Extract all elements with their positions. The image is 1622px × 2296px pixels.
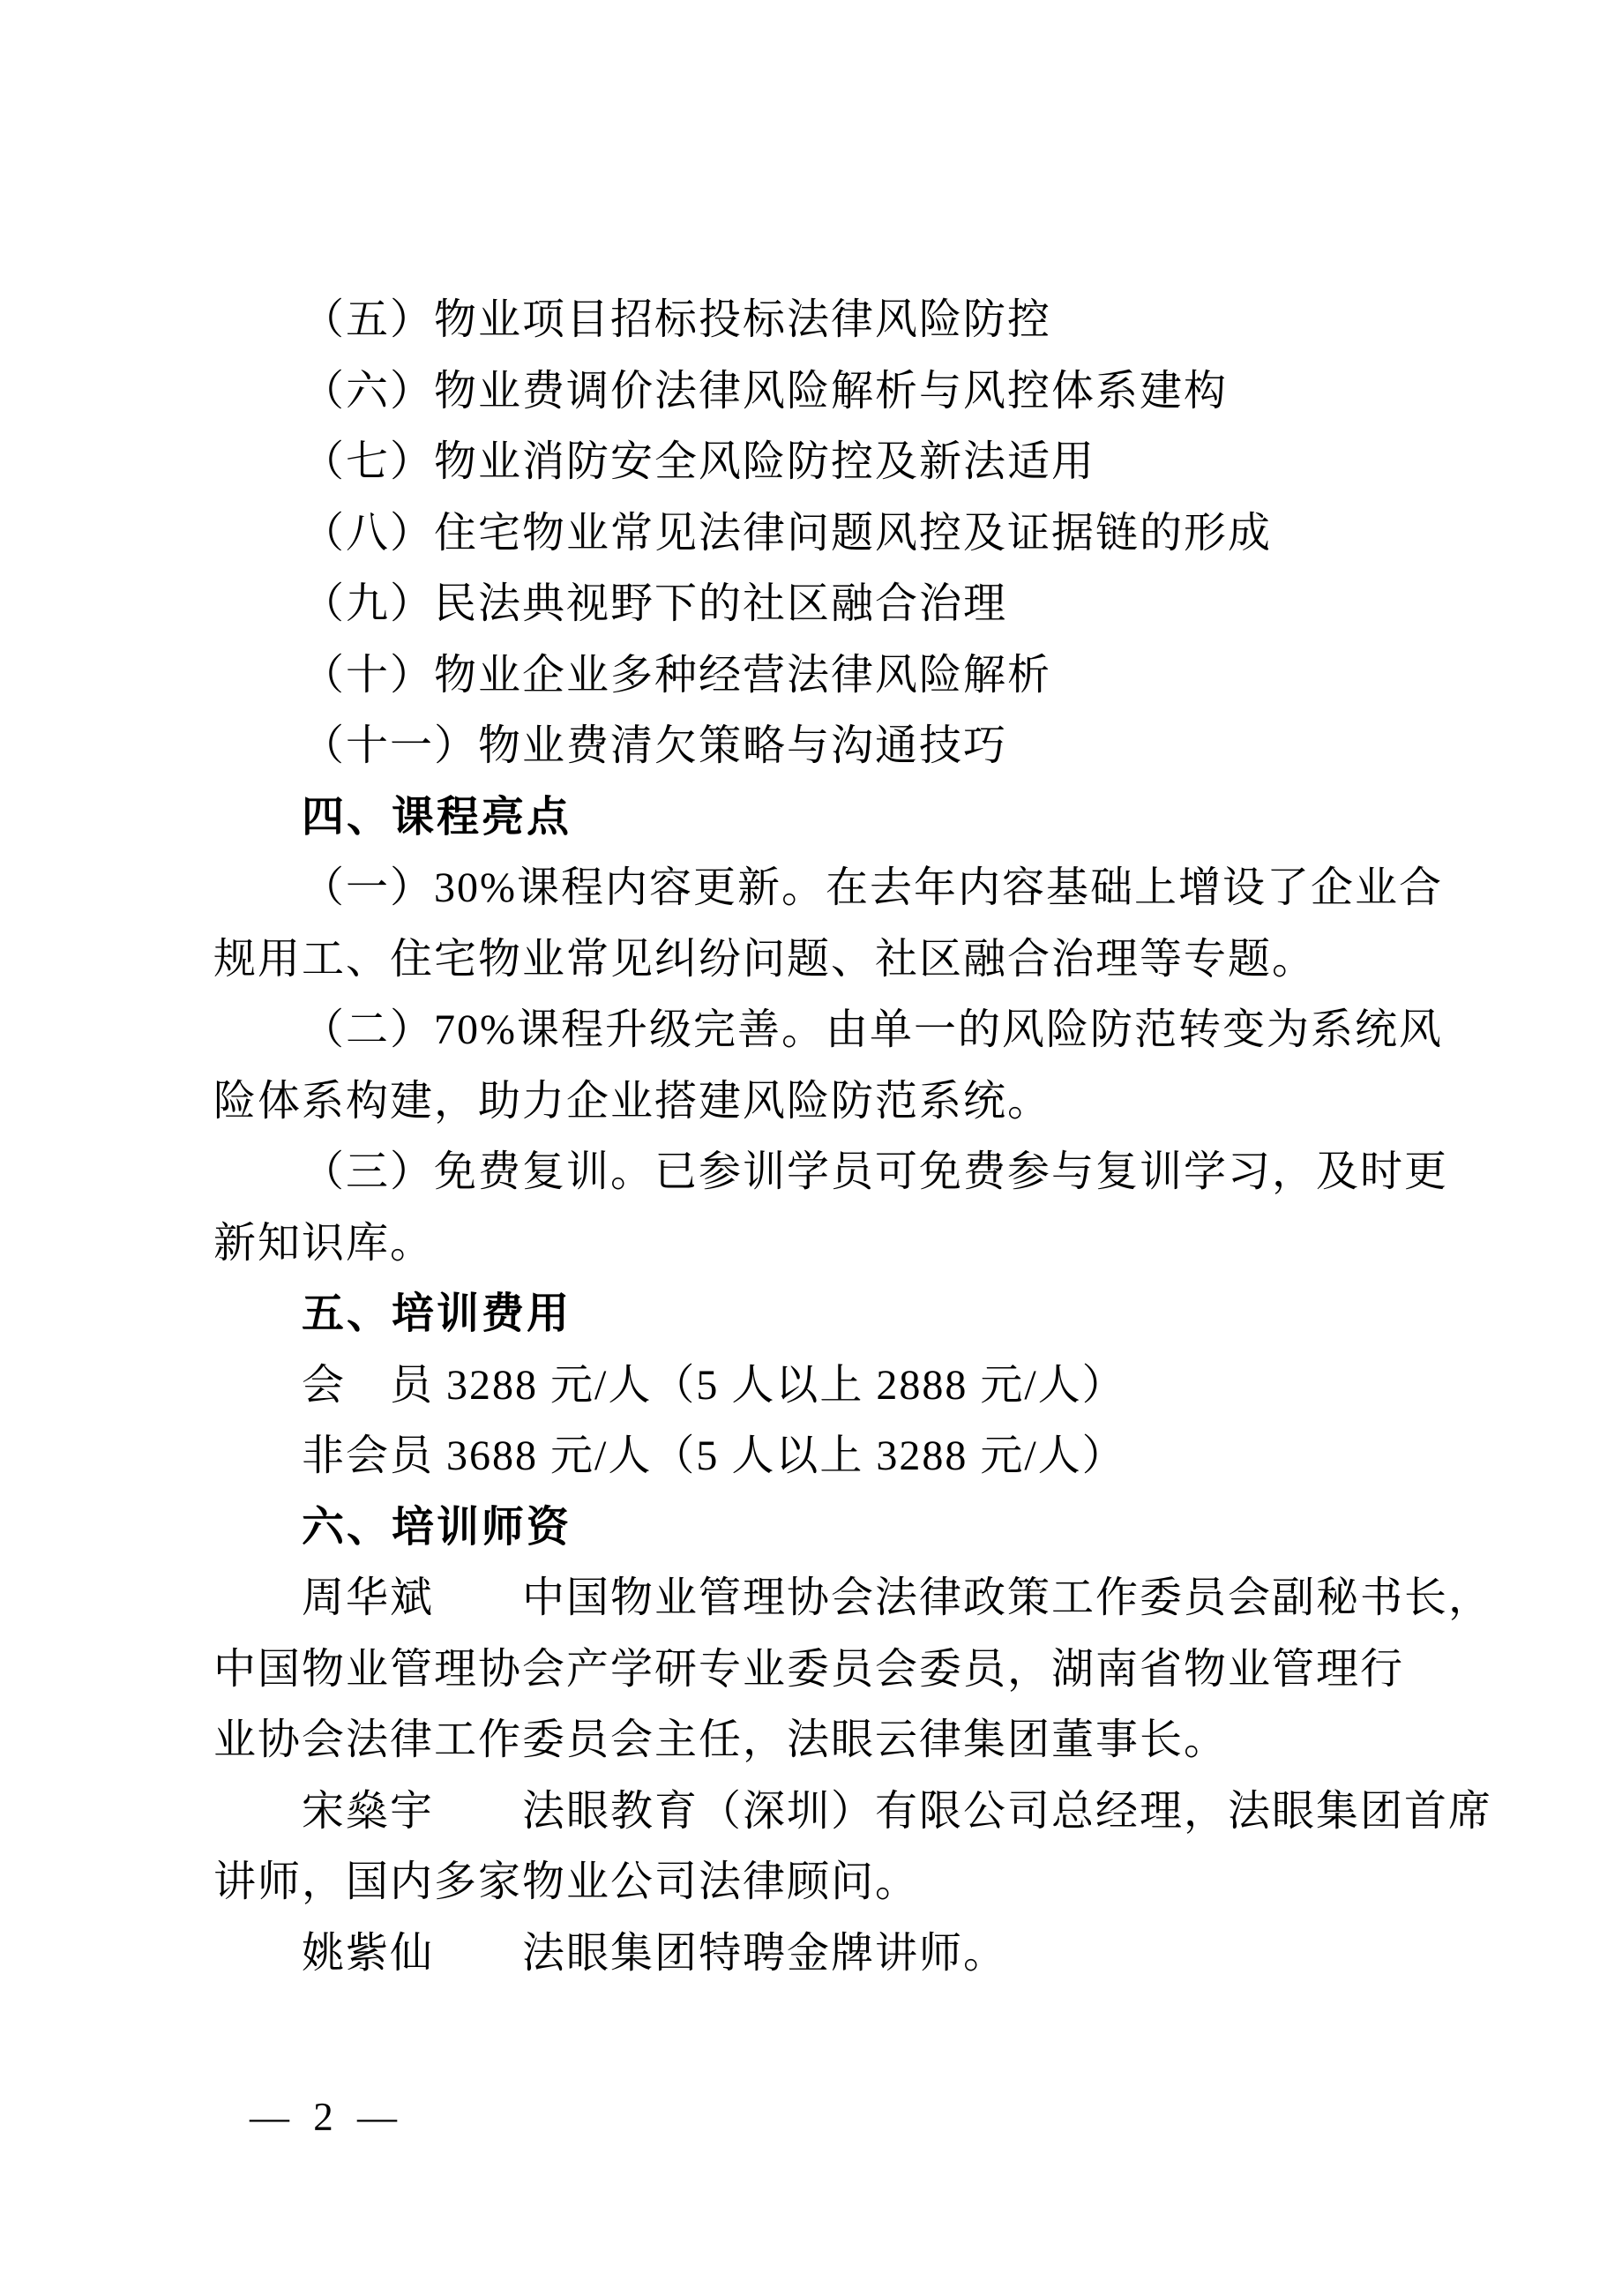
text-line: 会 员 3288 元/人（5 人以上 2888 元/人） [302,1361,1126,1409]
text-line: （一）30%课程内容更新。在去年内容基础上增设了企业合 [302,864,1443,911]
section-heading: 六、培训师资 [302,1503,572,1551]
text-line: （六）物业费调价法律风险解析与风控体系建构 [302,367,1229,415]
text-line: （十）物业企业多种经营法律风险解析 [302,651,1052,699]
text-line: 新知识库。 [213,1219,435,1267]
text-line: （三）免费复训。已参训学员可免费参与复训学习，及时更 [302,1148,1449,1195]
text-line: （九）民法典视野下的社区融合治理 [302,580,1008,627]
text-line: （二）70%课程升级完善。由单一的风险防范转变为系统风 [302,1006,1443,1053]
text-line: 讲师，国内多家物业公司法律顾问。 [213,1858,920,1905]
section-heading: 五、培训费用 [302,1290,572,1337]
text-line: （七）物业消防安全风险防控及新法适用 [302,438,1096,485]
section-heading: 四、课程亮点 [302,793,572,841]
text-line: 非会员 3688 元/人（5 人以上 3288 元/人） [302,1432,1126,1479]
text-line: 宋燊宇 法眼教育（深圳）有限公司总经理，法眼集团首席 [302,1787,1493,1835]
text-line: 规用工、住宅物业常见纠纷问题、社区融合治理等专题。 [213,935,1317,983]
document-body [213,285,1493,1989]
text-line: 中国物业管理协会产学研专业委员会委员，湖南省物业管理行 [213,1645,1405,1693]
text-line: 姚紫仙 法眼集团特聘金牌讲师。 [302,1929,1008,1977]
page-number: — 2 — [250,2095,404,2139]
text-line: 周华斌 中国物业管理协会法律政策工作委员会副秘书长， [302,1574,1493,1621]
text-line: 业协会法律工作委员会主任，法眼云律集团董事长。 [213,1716,1229,1763]
text-line: （十一）物业费清欠策略与沟通技巧 [302,722,1008,769]
text-line: （八）住宅物业常见法律问题风控及证据链的形成 [302,509,1273,557]
text-line: （五）物业项目招标投标法律风险防控 [302,296,1052,343]
text-line: 险体系构建，助力企业搭建风险防范系统。 [213,1077,1052,1125]
